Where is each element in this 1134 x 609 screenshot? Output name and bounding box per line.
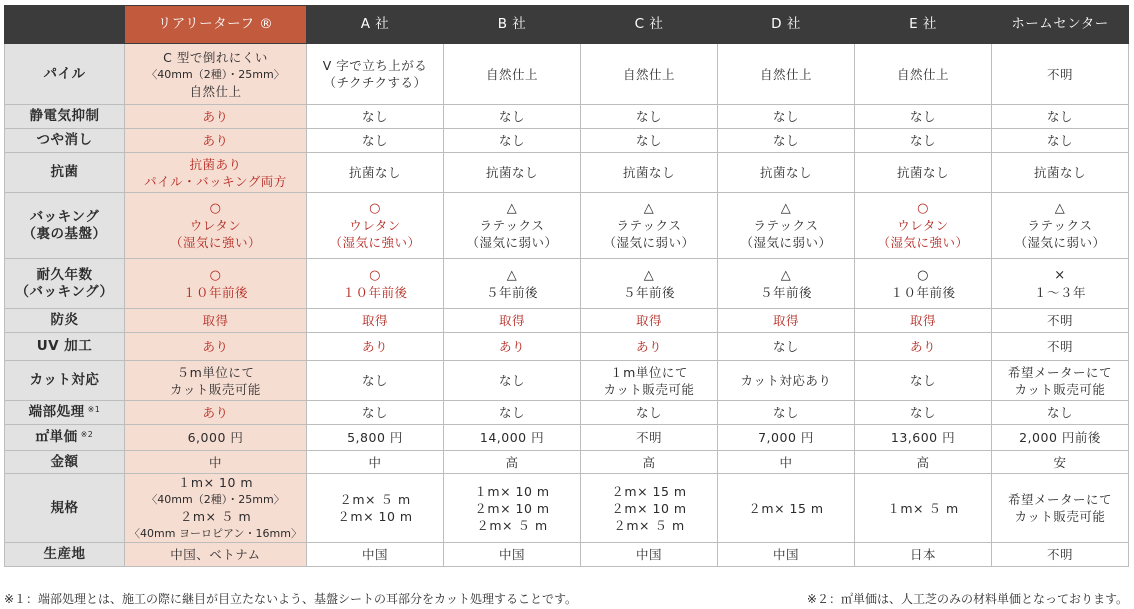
table-row [5,543,1129,567]
cell-text-line: （チクチクする） [323,75,427,90]
cell-text-line: ２m× 10 m [611,500,687,516]
cell-really-turf [125,425,307,451]
cell-text-line: ５年前後 [622,284,675,300]
cell-text-line: （湿気に弱い） [1014,235,1106,250]
row-label [5,153,125,193]
cell-really-turf [125,474,307,543]
cell-text-line: なし [635,405,662,420]
cell-text-line: （湿気に強い） [169,235,261,250]
table-cell [307,401,444,425]
cell-text-line: 不明 [635,430,662,445]
table-cell [581,361,718,401]
table-cell [581,309,718,333]
table-cell [992,401,1129,425]
table-cell [718,193,855,259]
cell-text-line: 自然仕上 [759,66,812,82]
table-cell [718,543,855,567]
table-row [5,259,1129,309]
cell-text-line: ５年前後 [759,284,812,300]
rating-symbol: ○ [369,267,381,283]
table-cell [581,543,718,567]
cell-text-line: ２m× 15 m [748,500,824,516]
cell-text-line: ２m× ５ m [339,492,411,507]
table-cell [581,474,718,543]
cell-text-line: １０年前後 [182,284,248,300]
cell-really-turf [125,44,307,105]
table-cell [992,474,1129,543]
table-cell [992,129,1129,153]
cell-text-line: 抗菌なし [622,165,675,180]
table-row [5,474,1129,543]
row-label [5,361,125,401]
cell-text-line: 中 [208,454,222,470]
cell-text-line: ２m× 10 m [474,500,550,516]
row-label-text: パイル [43,65,86,82]
table-row [5,401,1129,425]
cell-text-line: あり [202,109,229,124]
footnote-1: ※１：端部処理とは、施工の際に継目が目立たないよう、基盤シートの耳部分をカット処理することです。 [4,592,577,606]
footnote-marker: ※1 [87,405,101,414]
rating-symbol: ○ [917,201,929,216]
table-cell [307,193,444,259]
cell-text-line: 中国 [635,547,662,562]
cell-really-turf [125,105,307,129]
cell-text-line: 不明 [1046,66,1073,82]
cell-text-line: なし [909,109,936,124]
cell-text-line: 抗菌なし [896,165,949,180]
cell-text-line: カット販売可能 [1014,509,1106,524]
rating-symbol: △ [1054,201,1066,216]
cell-text-line: 5,800 円 [347,430,403,445]
table-cell [444,401,581,425]
cell-text-line: 2,000 円前後 [1019,430,1101,445]
table-row [5,44,1129,105]
table-row [5,309,1129,333]
footnote-2: ※２：㎡単価は、人工芝のみの材料単価となっております。 [806,592,1128,606]
table-cell [444,153,581,193]
table-cell [581,129,718,153]
row-label-line: （裏の基盤） [22,225,107,242]
table-row [5,105,1129,129]
header-home-center: ホームセンター [992,6,1129,44]
cell-text-line: あり [635,339,662,354]
table-row [5,129,1129,153]
row-label-line: バッキング [29,208,100,225]
header-corner [5,6,125,44]
table-cell [307,333,444,361]
cell-text-line: ５m単位にて [176,364,255,380]
cell-text-line: 抗菌なし [485,165,538,180]
cell-text-line: なし [909,133,936,148]
table-cell [718,129,855,153]
cell-text-line: 中 [368,454,382,470]
comparison-table [4,5,1129,567]
table-cell [307,309,444,333]
row-label-line: 耐久年数 [36,266,93,283]
cell-text-line: カット販売可能 [1014,381,1106,397]
cell-text-line: 高 [642,454,656,470]
row-label [5,543,125,567]
row-label [5,309,125,333]
row-label [5,333,125,361]
header-company-b: B 社 [444,6,581,44]
cell-text-line: なし [772,405,799,420]
cell-text-line: 6,000 円 [187,430,244,445]
header-really-turf: リアリーターフ ® [125,6,307,44]
row-label [5,401,125,425]
table-cell [855,425,992,451]
cell-text-line: 取得 [361,313,388,328]
cell-text-line: ２m× 15 m [611,483,687,499]
cell-text-line: なし [1046,133,1073,148]
row-label [5,474,125,543]
cell-text-line: カット対応あり [740,373,832,388]
table-cell [444,543,581,567]
cell-text-line: 中国 [772,547,799,562]
table-cell [992,425,1129,451]
row-label-text: 端部処理 [28,404,85,420]
table-cell [855,259,992,309]
cell-text-line: あり [361,339,388,354]
row-label [5,425,125,451]
cell-text-line: ラテックス [479,218,545,233]
cell-text-line: 日本 [909,547,936,562]
cell-text-line: ウレタン [189,218,242,233]
rating-symbol: △ [780,201,792,216]
table-cell [992,361,1129,401]
table-cell [992,193,1129,259]
cell-text-line: １m× 10 m [177,475,254,490]
table-cell [992,259,1129,309]
cell-text-line: あり [498,339,525,354]
table-cell [855,105,992,129]
table-cell [307,259,444,309]
cell-text-line: パイル・バッキング両方 [144,173,287,189]
table-cell [718,425,855,451]
header-company-a: A 社 [307,6,444,44]
table-cell [444,474,581,543]
table-cell [581,193,718,259]
cell-text-line: V 字で立ち上がる [322,58,428,73]
footnote-marker: ※2 [80,430,94,439]
table-row [5,361,1129,401]
table-cell [444,105,581,129]
table-cell [718,333,855,361]
cell-text-line: （湿気に弱い） [603,235,695,250]
cell-text-line: あり [202,133,229,148]
header-company-e: E 社 [855,6,992,44]
cell-text-line: なし [772,109,799,124]
rating-symbol: △ [643,201,655,216]
cell-text-line: １m× 10 m [474,483,550,499]
table-cell [307,361,444,401]
table-cell [992,153,1129,193]
cell-text-line: なし [498,109,525,124]
table-cell [307,44,444,105]
row-label-text: 静電気抑制 [29,108,100,124]
cell-text-line: 取得 [202,313,229,328]
table-row [5,333,1129,361]
cell-text-line: 取得 [772,313,799,328]
cell-text-line: （湿気に強い） [329,235,421,250]
table-cell [855,44,992,105]
cell-text-line: （湿気に強い） [877,235,969,250]
table-cell [718,259,855,309]
table-cell [307,425,444,451]
table-cell [307,153,444,193]
cell-text-line: ラテックス [753,218,819,233]
cell-text-line: なし [635,133,662,148]
cell-text-line: なし [361,405,388,420]
cell-text-line: 抗菌なし [348,165,401,180]
cell-text-line: 自然仕上 [189,83,242,99]
table-cell [581,333,718,361]
row-label-line: （バッキング） [15,283,114,300]
rating-symbol: △ [780,267,792,283]
header-company-d: D 社 [718,6,855,44]
table-cell [718,401,855,425]
table-cell [855,333,992,361]
cell-text-line: ２m× ５ m [179,509,252,524]
row-label-text: UV 加工 [36,338,93,354]
cell-text-line: 7,000 円 [758,430,814,445]
table-cell [992,333,1129,361]
cell-really-turf [125,401,307,425]
cell-text-line: あり [909,339,936,354]
table-cell [718,451,855,474]
cell-text-line: １m単位にて [610,364,688,380]
cell-text-line: なし [909,405,936,420]
cell-text-line: １０年前後 [890,284,956,300]
rating-symbol: × [1054,267,1066,283]
table-cell [444,129,581,153]
cell-really-turf [125,309,307,333]
cell-text-line: 希望メーターにて [1007,492,1112,507]
cell-text-line: なし [772,133,799,148]
table-cell [992,44,1129,105]
table-cell [718,153,855,193]
table-cell [855,309,992,333]
cell-really-turf [125,153,307,193]
cell-text-line: 中国 [498,547,525,562]
table-row [5,451,1129,474]
cell-text-line: 取得 [498,313,525,328]
cell-text-line: 中国、ベトナム [170,547,261,562]
table-cell [581,451,718,474]
rating-symbol: ○ [917,267,929,283]
header-company-c: C 社 [581,6,718,44]
rating-symbol: △ [643,267,655,283]
cell-text-line: なし [1046,109,1073,124]
cell-text-line: 〈40mm（2種）・25mm〉 [146,67,285,81]
cell-text-line: なし [498,405,525,420]
footnotes [4,590,1128,608]
table-cell [992,543,1129,567]
cell-text-line: カット販売可能 [603,381,695,397]
row-label-text: 防炎 [50,312,79,328]
table-cell [855,401,992,425]
table-cell [581,259,718,309]
row-label [5,451,125,474]
cell-text-line: 〈40mm ヨーロピアン・16mm〉 [129,527,302,540]
table-cell [307,105,444,129]
cell-text-line: ２m× ５ m [613,517,685,533]
table-row [5,193,1129,259]
cell-really-turf [125,451,307,474]
cell-text-line: 抗菌なし [1033,165,1086,180]
table-cell [718,44,855,105]
header-row [5,6,1129,44]
cell-text-line: 中国 [361,547,388,562]
row-label [5,129,125,153]
table-cell [718,361,855,401]
cell-text-line: 自然仕上 [622,66,675,82]
row-label-text: 抗菌 [50,164,79,180]
table-cell [444,333,581,361]
cell-text-line: １～３年 [1033,284,1086,300]
rating-symbol: △ [506,267,518,283]
table-cell [581,153,718,193]
table-cell [581,105,718,129]
table-cell [307,543,444,567]
row-label-text: カット対応 [29,372,100,388]
cell-text-line: なし [1046,405,1073,420]
table-cell [718,309,855,333]
cell-text-line: 自然仕上 [896,66,949,82]
cell-text-line: 不明 [1046,313,1073,328]
table-row [5,425,1129,451]
row-label-text: ㎡単価 [35,429,78,445]
cell-really-turf [125,259,307,309]
cell-text-line: あり [202,405,229,420]
cell-text-line: ラテックス [1027,218,1093,233]
cell-text-line: １０年前後 [342,284,408,300]
row-label [5,44,125,105]
row-label-text: つや消し [36,132,93,148]
table-cell [718,105,855,129]
table-cell [581,401,718,425]
cell-text-line: なし [361,133,388,148]
cell-text-line: 中 [779,454,793,470]
cell-text-line: なし [909,373,936,388]
table-cell [307,129,444,153]
cell-text-line: なし [498,133,525,148]
table-cell [992,309,1129,333]
table-cell [855,361,992,401]
table-cell [444,425,581,451]
cell-text-line: なし [635,109,662,124]
cell-text-line: （湿気に弱い） [466,235,558,250]
table-cell [992,451,1129,474]
cell-text-line: ウレタン [897,218,949,233]
row-label [5,105,125,129]
cell-text-line: ５年前後 [485,284,538,300]
table-cell [307,451,444,474]
cell-text-line: 13,600 円 [890,430,956,445]
table-row [5,153,1129,193]
cell-text-line: 不明 [1046,547,1073,562]
table-cell [581,425,718,451]
cell-text-line: なし [361,373,388,388]
cell-really-turf [125,129,307,153]
row-label-text: 規格 [50,499,79,516]
cell-text-line: （湿気に弱い） [740,235,832,250]
row-label [5,259,125,309]
rating-symbol: ○ [369,201,381,216]
table-cell [992,105,1129,129]
cell-text-line: ウレタン [349,218,401,233]
table-cell [855,129,992,153]
table-cell [855,193,992,259]
cell-really-turf [125,333,307,361]
cell-text-line: 安 [1053,454,1067,470]
cell-really-turf [125,543,307,567]
cell-text-line: 高 [916,454,930,470]
cell-really-turf [125,193,307,259]
table-cell [444,44,581,105]
row-label-text: 金額 [50,453,79,470]
cell-text-line: カット販売可能 [170,381,261,397]
table-cell [581,44,718,105]
table-cell [444,259,581,309]
row-label [5,193,125,259]
table-cell [855,474,992,543]
cell-really-turf [125,361,307,401]
table-cell [444,451,581,474]
cell-text-line: あり [202,339,229,354]
cell-text-line: 抗菌なし [759,165,812,180]
rating-symbol: ○ [209,201,222,216]
table-cell [855,153,992,193]
table-cell [718,474,855,543]
table-cell [855,543,992,567]
cell-text-line: 自然仕上 [485,66,538,82]
comparison-table-container [4,5,1128,567]
cell-text-line: ２m× 10 m [337,509,413,524]
cell-text-line: ラテックス [616,218,682,233]
cell-text-line: 14,000 円 [479,430,545,445]
cell-text-line: 希望メーターにて [1007,364,1112,380]
cell-text-line: ２m× ５ m [476,517,548,533]
cell-text-line: なし [498,373,525,388]
cell-text-line: 不明 [1046,339,1073,354]
cell-text-line: なし [361,109,388,124]
cell-text-line: １m× ５ m [887,500,959,516]
table-cell [444,309,581,333]
table-cell [444,193,581,259]
cell-text-line: 抗菌あり [189,156,242,172]
cell-text-line: C 型で倒れにくい [163,49,268,65]
rating-symbol: ○ [209,267,222,283]
table-cell [444,361,581,401]
table-cell [307,474,444,543]
cell-text-line: 高 [505,454,519,470]
cell-text-line: 取得 [909,313,936,328]
cell-text-line: 取得 [635,313,662,328]
row-label-text: 生産地 [43,546,86,562]
cell-text-line: なし [772,339,799,354]
rating-symbol: △ [506,201,518,216]
table-cell [855,451,992,474]
cell-text-line: 〈40mm（2種）・25mm〉 [146,493,285,506]
